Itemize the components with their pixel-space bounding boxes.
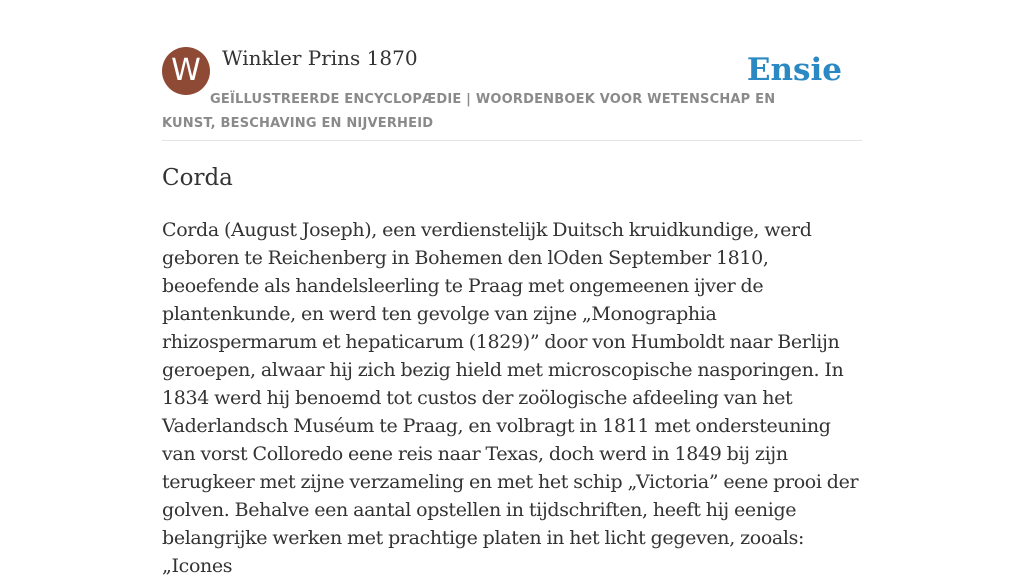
source-title[interactable]: Winkler Prins 1870	[222, 46, 418, 70]
article-title: Corda	[162, 165, 233, 191]
source-header	[162, 46, 862, 141]
source-avatar[interactable]: W	[162, 47, 210, 95]
ensie-logo[interactable]: Ensie	[746, 52, 842, 88]
source-subtitle: GEÏLLUSTREERDE ENCYCLOPÆDIE | WOORDENBOEK VOOR WETENSCHAP EN KUNST, BESCHAVING EN NIJVERHEID	[162, 92, 776, 131]
article-body: Corda (August Joseph), een verdienstelijk Duitsch kruidkundige, werd geboren te Reichenberg in Bohemen den lOden September 1810, beoefende als handelsleerling te Praag met ongemeenen ijver de plantenkunde, en werd ten gevolge van zijne „Monographia rhizospermarum et hepaticarum (1829)” door von Humboldt naar Berlijn geroepen, alwaar hij zich bezig hield met microscopische nasporingen. In 1834 werd hij benoemd tot custos der zoölogische afdeeling van het Vaderlandsch Muséum te Praag, en volbragt in 1811 met ondersteuning van vorst Colloredo eene reis naar Texas, doch werd in 1849 bij zijn terugkeer met zijne verzameling en met het schip „Victoria” eene prooi der golven. Behalve een aantal opstellen in tijdschriften, heeft hij eenige belangrijke werken met prachtige platen in het licht gegeven, zooals: „Icones	[162, 219, 859, 577]
